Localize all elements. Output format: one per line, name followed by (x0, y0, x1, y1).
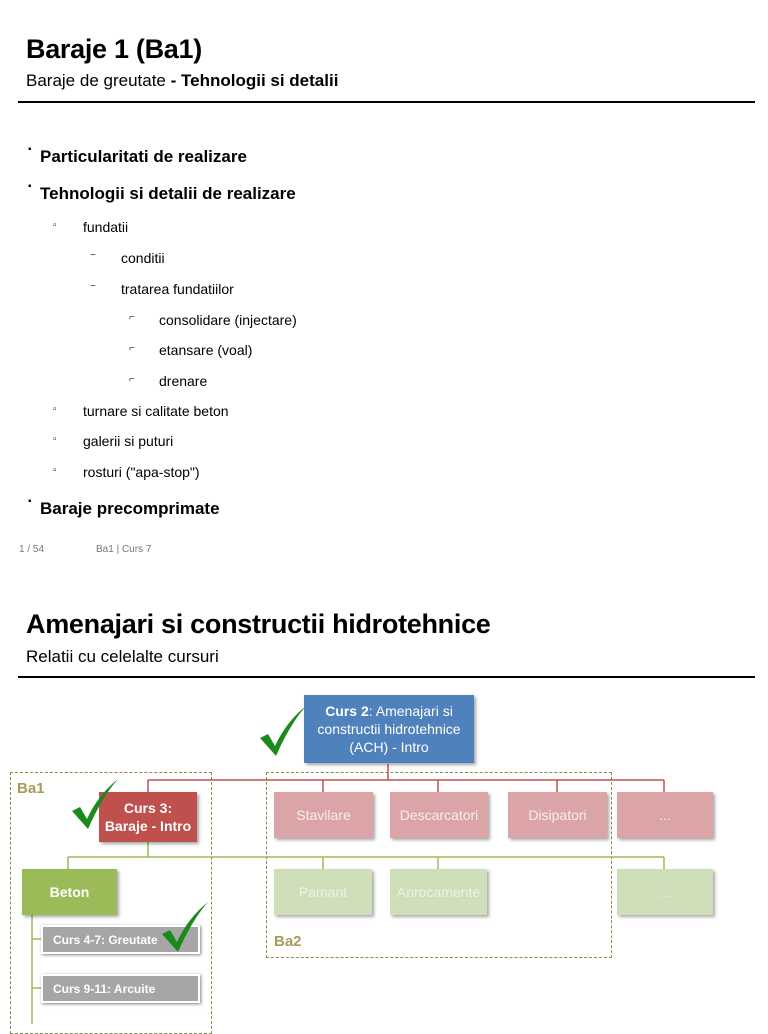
subtitle-bold: Tehnologii si detalii (181, 71, 339, 90)
curs2-box[interactable] (304, 695, 474, 763)
beton-box[interactable]: Beton (22, 869, 117, 915)
checkmark-icon (70, 777, 120, 831)
subtitle-plain: Baraje de greutate (26, 71, 166, 90)
bullet-marker: ▪ (28, 496, 32, 507)
slide2-subtitle: Relatii cu celelalte cursuri (26, 647, 219, 666)
sub-bullet-marker: ▫ (53, 404, 57, 415)
dash-marker: − (90, 250, 96, 261)
group-ba1-label: Ba1 (17, 780, 45, 797)
slide1-title: Baraje 1 (Ba1) (26, 34, 202, 64)
item-fundatii: fundatii (83, 219, 129, 235)
arcuite-box[interactable]: Curs 9-11: Arcuite (41, 974, 200, 1003)
sub-bullet-marker: ▫ (53, 220, 57, 231)
bullet-label: Baraje precomprimate (40, 499, 220, 518)
page-number: 1 / 54 (19, 544, 45, 555)
pamant-box[interactable]: Pamant (274, 869, 372, 915)
checkmark-icon (160, 900, 210, 954)
disipatori-box[interactable]: Disipatori (508, 792, 607, 838)
curs3-box[interactable]: Curs 3: Baraje - Intro (99, 792, 197, 842)
corner-marker: ⌐ (129, 312, 135, 323)
subtitle-sep: - (165, 71, 181, 90)
item-drenare: drenare (159, 373, 208, 389)
slide2-title: Amenajari si constructii hidrotehnice (26, 609, 491, 639)
descarcatori-box[interactable]: Descarcatori (390, 792, 488, 838)
dash-marker: − (90, 281, 96, 292)
item-tratarea: tratarea fundatiilor (121, 281, 234, 297)
item-conditii: conditii (121, 250, 165, 266)
ellipsis-red-box[interactable]: ... (617, 792, 713, 838)
curs2-text (310, 702, 468, 756)
ellipsis-green-box[interactable]: ... (617, 869, 713, 915)
sub-bullet-marker: ▫ (53, 434, 57, 445)
item-rosturi: rosturi ("apa-stop") (83, 464, 200, 480)
item-etansare: etansare (voal) (159, 342, 253, 358)
anrocamente-box[interactable]: Anrocamente (390, 869, 487, 915)
curs2-rest: : Amenajari si constructii hidrotehnice (ACH) - Intro (317, 703, 461, 755)
item-turnare: turnare si calitate beton (83, 403, 229, 419)
bullet-marker: ▪ (28, 144, 32, 155)
group-ba2-label: Ba2 (274, 933, 302, 950)
curs2-bold: Curs 2 (325, 703, 369, 719)
checkmark-icon (258, 704, 308, 758)
bullet-label: Particularitati de realizare (40, 147, 247, 166)
bullet-marker: ▪ (28, 181, 32, 192)
item-consolidare: consolidare (injectare) (159, 312, 297, 328)
greutate-box[interactable]: Curs 4-7: Greutate (41, 925, 200, 954)
bullet-label: Tehnologii si detalii de realizare (40, 184, 296, 203)
corner-marker: ⌐ (129, 343, 135, 354)
course-footer: Ba1 | Curs 7 (96, 544, 152, 555)
stavilare-box[interactable]: Stavilare (274, 792, 373, 838)
sub-bullet-marker: ▫ (53, 465, 57, 476)
corner-marker: ⌐ (129, 374, 135, 385)
item-galerii: galerii si puturi (83, 433, 174, 449)
